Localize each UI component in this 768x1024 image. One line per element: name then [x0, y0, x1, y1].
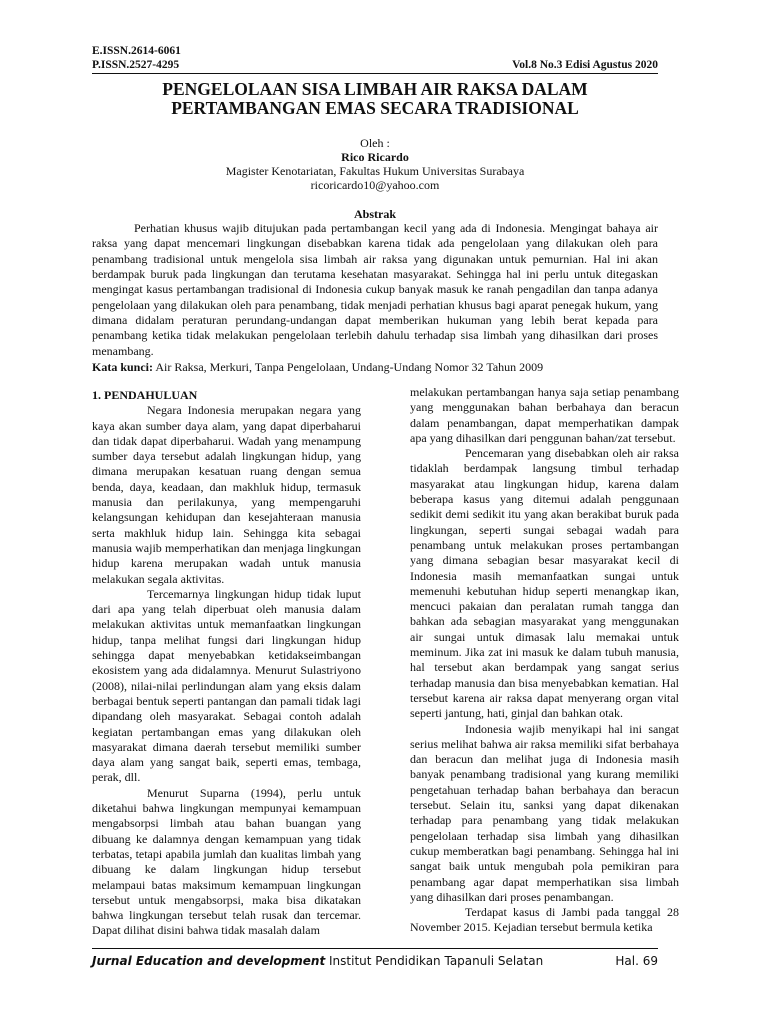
left-paragraph-3: Menurut Suparna (1994), perlu untuk diketahui bahwa lingkungan mempunyai kemampuan mengabsorpsi limbah atau bahan buangan yang dibuang ke dalamnya dengan kemampuan yang tidak terbatas, tetapi apabila jumlah dan kualitas limbah yang dibuang ke dalam lingkungan hidup tersebut melampaui batas maksimum kemampuan lingkungan tersebut untuk mengabsorpsi, maka bisa dikatakan bahwa lingkungan tersebut telah rusak dan tercemar. Dapat dilihat disini bahwa tidak masalah dalam	[92, 785, 361, 938]
right-paragraph-4: Terdapat kasus di Jambi pada tanggal 28 November 2015. Kejadian tersebut bermula ketika	[410, 905, 679, 935]
page-number: Hal. 69	[615, 954, 658, 968]
left-paragraph-2: Tercemarnya lingkungan hidup tidak luput dari apa yang telah diperbuat oleh manusia dalam melakukan aktivitas untuk memanfaatkan lingkungan hidup, tanpa melihat fungsi dari lingkungan hidup sehingga dapat menyebabkan ketidakseimbangan ekosistem yang ada didalamnya. Menurut Sulastriyono (2008), nilai-nilai perlindungan alam yang eksis dalam berbagai bentuk seperti pantangan dan pamali tidak lagi dipandang oleh masyarakat. Sebagai contoh adalah kegiatan pertambangan emas yang dilakukan oleh masyarakat dimana daerah tersebut memiliki sumber daya alam yang sangat baik, seperti emas, tembaga, perak, dll.	[92, 586, 361, 785]
left-column	[92, 388, 361, 939]
title-line-2: PERTAMBANGAN EMAS SECARA TRADISIONAL	[171, 98, 579, 118]
footer-rule	[92, 948, 658, 949]
page-footer	[92, 953, 658, 969]
author-affiliation: Magister Kenotariatan, Fakultas Hukum Universitas Surabaya	[225, 164, 525, 178]
right-column	[410, 385, 679, 936]
section-heading: 1. PENDAHULUAN	[92, 388, 198, 402]
author-email: ricoricardo10@yahoo.com	[310, 178, 440, 192]
institution-name: Institut Pendidikan Tapanuli Selatan	[325, 954, 544, 968]
right-paragraph-2: Pencemaran yang disebabkan oleh air raksa tidaklah berdampak langsung timbul terhadap masyarakat atau lingkungan hidup, karena dalam beberapa kasus yang ditemui adalah penggunaan sedikit demi sedikit itu yang akan berakibat buruk pada lingkungan, seperti sungai sebagai wadah para penambang untuk melakukan proses pertambangan yang dimana sebagian besar masyarakat kecil di Indonesia masih memanfaatkan sungai untuk memenuhi kebutuhan hidup seperti menangkap ikan, mencuci pakaian dan peralatan rumah tangga dan bahkan ada sebagian masyarakat yang menggunakan air sungai untuk dimasak lalu memakai untuk meminum. Jika zat ini masuk ke dalam tubuh manusia, hal tersebut akan berdampak yang sangat serius terhadap manusia dan bisa menyebabkan kematian. Hal tersebut karena air raksa dapat menyerang organ vital seperti jantung, hati, ginjal dan bahkan otak.	[410, 446, 679, 721]
keywords-text: Air Raksa, Merkuri, Tanpa Pengelolaan, Undang-Undang Nomor 32 Tahun 2009	[153, 360, 544, 374]
keywords-label: Kata kunci:	[92, 360, 154, 374]
header-rule	[92, 73, 658, 74]
abstract-heading: Abstrak	[353, 207, 396, 221]
eissn-label: E.ISSN.2614-6061	[92, 45, 181, 57]
footer-journal	[92, 953, 543, 969]
journal-name: Jurnal Education and development	[92, 954, 326, 968]
paper-title	[92, 80, 658, 118]
title-line-1: PENGELOLAAN SISA LIMBAH AIR RAKSA DALAM	[162, 79, 588, 99]
right-paragraph-1: melakukan pertambangan hanya saja setiap penambang yang menggunakan bahan berbahaya dan beracun dalam penambangan, dapat memperhatikan dampak apa yang dihasilkan dari penggunan bahan/zat tersebut.	[410, 385, 679, 445]
volume-label: Vol.8 No.3 Edisi Agustus 2020	[512, 59, 658, 71]
left-paragraph-1: Negara Indonesia merupakan negara yang kaya akan sumber daya alam, yang dapat diperbaharui dan tidak dapat diperbaharui. Wadah yang menampung sumber daya tersebut adalah lingkungan hidup, yang dimana merupakan kesatuan ruang dengan semua benda, daya, keadaan, dan makhluk hidup, termasuk manusia dan perilakunya, yang mempengaruhi kelangsungan kehidupan dan kesejahteraan manusia serta makhluk hidup lain. Sehingga kita sebagai manusia wajib memperhatikan dan menjaga lingkungan hidup karena merupakan wadah untuk manusia melakukan segala aktivitas.	[92, 403, 361, 586]
abstract-text: Perhatian khusus wajib ditujukan pada pertambangan kecil yang ada di Indonesia. Mengingat bahaya air raksa yang dapat mencemari lingkungan disebabkan karena tidak ada pengelolaan yang dilakukan oleh para penambang tradisional untuk mengelola sisa limbah air raksa yang digunakan untuk pemurnian. Hal ini akan berdampak buruk pada lingkungan dan terutama kesehatan masyarakat. Sehingga hal ini perlu untuk ditegaskan mengingat kasus pertambangan tradisional di Indonesia cukup banyak masuk ke ranah pengadilan dan tanpa adanya pengelolaan yang dilakukan oleh para penambang, tidak menjadi perhatian khusus bagi aparat penegak hukum, yang dimana didalam peraturan perundang-undangan dapat memberikan hukuman yang lebih berat kepada para penambang ketika tidak melakukan pengelolaan terlebih dahulu terhadap sisa limbah yang dihasilkan dari proses menambang.	[92, 221, 658, 358]
by-label: Oleh :	[360, 136, 390, 150]
pissn-label: P.ISSN.2527-4295	[92, 59, 180, 71]
author-name: Rico Ricardo	[341, 150, 409, 164]
keywords	[92, 360, 658, 375]
right-paragraph-3: Indonesia wajib menyikapi hal ini sangat serius melihat bahwa air raksa memiliki sifat berbahaya dan beracun dan melihat juga di Indonesia masih banyak penambang tradisional yang kurang memiliki pengetahuan terhadap bahan berbahaya dan beracun tersebut. Selain itu, sanksi yang dapat dikenakan terhadap para penambang yang tidak melakukan pengelolaan terhadap sisa limbah yang dihasilkan cukup memberatkan bagi penambang. Sehingga hal ini sangat baik untuk mengubah pola pemikiran para penambang agar dapat memperhatikan sisa limbah yang dihasilkan dari proses penambangan.	[410, 721, 679, 904]
